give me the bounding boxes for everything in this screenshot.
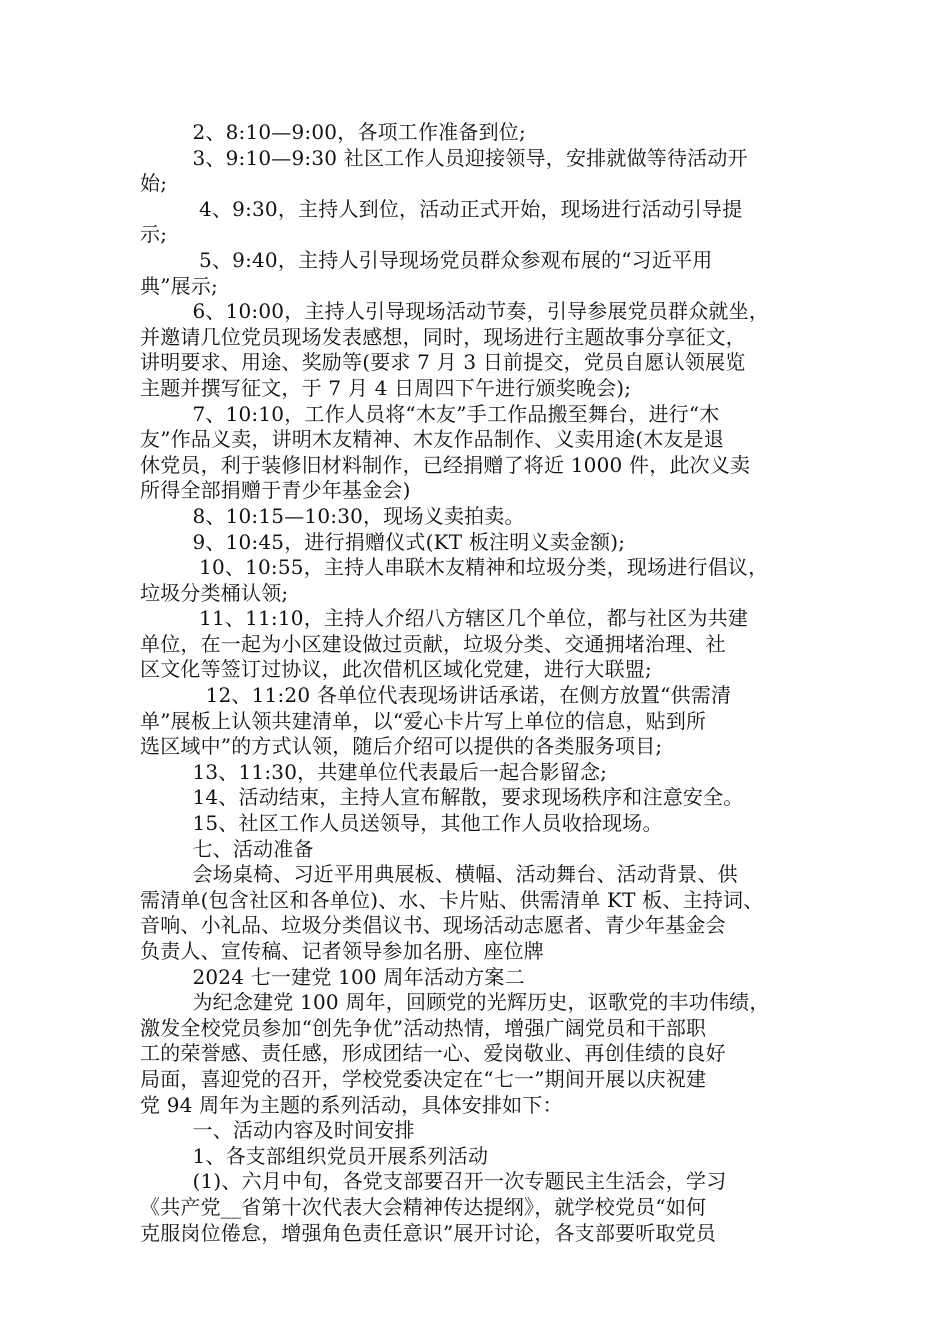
text-line: 单位，在一起为小区建设做过贡献，垃圾分类、交通拥堵治理、社 [140,631,726,656]
text-line: 3、9:10—9:30 社区工作人员迎接领导，安排就做等待活动开 [140,145,748,170]
text-line: 负责人、宣传稿、记者领导参加名册、座位牌 [140,939,544,963]
text-line: 党 94 周年为主题的系列活动，具体安排如下： [140,1092,563,1117]
section-heading: 一、活动内容及时间安排 [140,1118,415,1143]
text-line: 垃圾分类桶认领; [140,580,289,605]
text-line: 并邀请几位党员现场发表感想，同时，现场进行主题故事分享征文， [140,324,746,349]
text-line: 10、10:55，主持人串联木友精神和垃圾分类，现场进行倡议， [140,555,769,580]
text-line: 休党员，利于装修旧材料制作，已经捐赠了将近 1000 件，此次义卖 [140,452,751,477]
text-line: 为纪念建党 100 周年，回顾党的光辉历史，讴歌党的丰功伟绩， [140,990,770,1015]
text-line: 8、10:15—10:30，现场义卖拍卖。 [140,503,525,528]
text-line: 会场桌椅、习近平用典展板、横幅、活动舞台、活动背景、供 [140,862,738,887]
text-line: 所得全部捐赠于青少年基金会) [140,478,411,503]
text-line: 13、11:30，共建单位代表最后一起合影留念; [140,759,608,784]
text-line: 友”作品义卖，讲明木友精神、木友作品制作、义卖用途(木友是退 [140,427,725,452]
text-line: 11、11:10，主持人介绍八方辖区几个单位，都与社区为共建 [140,606,749,631]
document-subtitle: 2024 七一建党 100 周年活动方案二 [140,964,525,989]
text-line: 2、8:10—9:00，各项工作准备到位; [140,120,526,144]
text-line: 7、10:10，工作人员将“木友”手工作品搬至舞台，进行“木 [140,401,720,426]
text-line: 需清单(包含社区和各单位)、水、卡片贴、供需清单 KT 板、主持词、 [140,887,764,912]
text-line: 《共产党__省第十次代表大会精神传达提纲》，就学校党员“如何 [140,1194,707,1219]
text-line: 典”展示; [140,273,218,298]
text-line: 1、各支部组织党员开展系列活动 [140,1143,489,1168]
text-line: 讲明要求、用途、奖励等(要求 7 月 3 日前提交，党员自愿认领展览 [140,350,746,375]
text-line: 选区域中”的方式认领，随后介绍可以提供的各类服务项目; [140,734,663,759]
text-line: 音响、小礼品、垃圾分类倡议书、现场活动志愿者、青少年基金会 [140,913,726,938]
text-line: 14、活动结束，主持人宣布解散，要求现场秩序和注意安全。 [140,785,744,810]
text-line: (1)、六月中旬，各党支部要召开一次专题民主生活会，学习 [140,1169,727,1194]
text-line: 6、10:00，主持人引导现场活动节奏，引导参展党员群众就坐， [140,299,770,324]
text-line: 激发全校党员参加“创先争优”活动热情，增强广阔党员和干部职 [140,1015,707,1040]
text-line: 示; [140,222,168,247]
section-heading: 七、活动准备 [140,836,314,861]
text-line: 工的荣誉感、责任感，形成团结一心、爱岗敬业、再创佳绩的良好 [140,1041,726,1066]
text-line: 局面，喜迎党的召开，学校党委决定在“七一”期间开展以庆祝建 [140,1066,707,1091]
text-line: 4、9:30，主持人到位，活动正式开始，现场进行活动引导提 [140,196,743,221]
text-line: 9、10:45，进行捐赠仪式(KT 板注明义卖金额); [140,529,626,554]
document-body [140,120,820,1246]
text-line: 主题并撰写征文，于 7 月 4 日周四下午进行颁奖晚会); [140,375,632,400]
text-line: 15、社区工作人员送领导，其他工作人员收拾现场。 [140,811,663,836]
text-line: 始; [140,171,168,196]
text-line: 5、9:40，主持人引导现场党员群众参观布展的“习近平用 [140,247,713,272]
text-line: 克服岗位倦怠，增强角色责任意识”展开讨论，各支部要听取党员 [140,1220,717,1245]
text-line: 区文化等签订过协议，此次借机区域化党建，进行大联盟; [140,657,652,682]
text-line: 单”展板上认领共建清单，以“爱心卡片写上单位的信息，贴到所 [140,708,707,733]
text-line: 12、11:20 各单位代表现场讲话承诺，在侧方放置“供需清 [140,683,732,708]
